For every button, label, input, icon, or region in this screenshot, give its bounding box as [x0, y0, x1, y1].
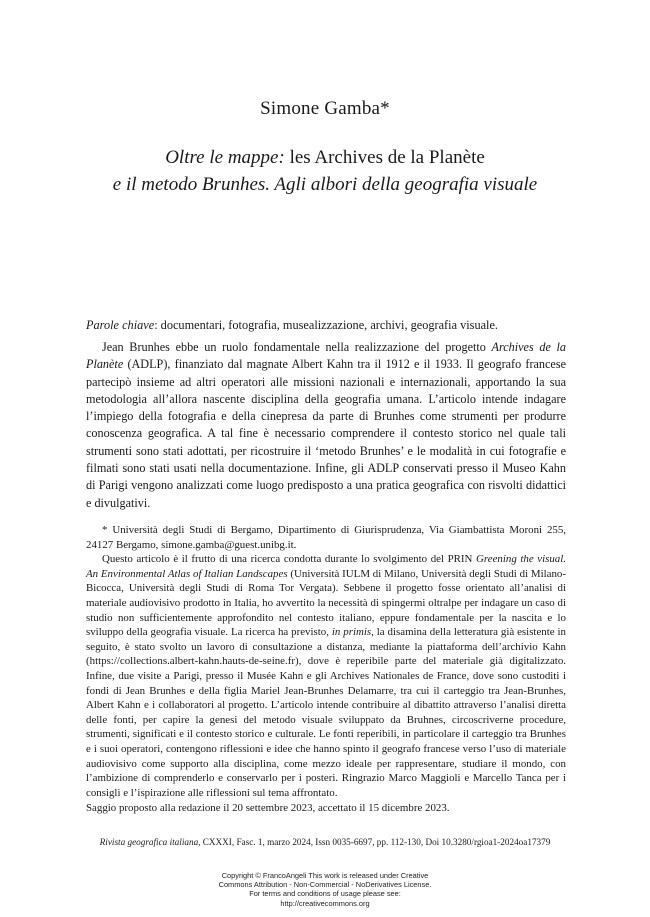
abstract-paragraph — [86, 339, 566, 512]
footnote-text-2: (Università IULM di Milano, Università degli Studi di Milano-Bicocca, Università degli Studi di Roma Tor Vergata). Sebbene il progetto fosse orientato all’analisi di materiale audiovisivo prodotto in Italia, ho avvertito la necessità di spingermi oltralpe per indagare un caso di studio non sufficientemente approfondito nel contesto italiano, eppure fondamentale per la nascita e lo sviluppo della geografia visuale. La ricerca ha previsto, — [86, 567, 566, 639]
footnote-text-3: , la disamina della letteratura già esistente in seguito, è stato svolto un lavoro di consultazione a distanza, mediante la piattaforma dell’archivio Kahn (https://collections.albert-kahn.hauts-de-seine.fr), dove è reperibile parte del materiale già digitalizzato. Infine, due visite a Parigi, presso il Musée Kahn e gli Archives Nationales de France, dove sono custoditi i fondi di Jean Brunhes e della figlia Mariel Jean-Brunhes Delamarre, tra cui il carteggio tra Jean-Brunhes, Albert Kahn e i collaboratori al progetto. L’articolo intende contribuire al dibattito attraverso l’analisi diretta delle fonti, per capire la genesi del metodo visuale sviluppato da Bruhnes, circoscriverne procedure, strumenti, significati e il contesto storico e culturale. Le fonti reperibili, in particolare il carteggio tra Brunhes e i suoi operatori, contengono riflessioni e idee che hanno spinto il geografo francese verso l’uso di materiale audiovisivo come supporto alla disciplina, come mezzo ideale per rappresentare, studiare il mondo, con l’ambizione di comprenderlo e conservarlo per i posteri. Ringrazio Marco Maggioli e Marcello Tanca per i consigli e l’ispirazione alle riflessioni sul tema affrontato. — [86, 626, 566, 799]
footnote-research-note — [86, 552, 566, 800]
author-name: Simone Gamba* — [260, 98, 390, 119]
abstract-italic-1: Archives de la Planète — [86, 340, 566, 372]
journal-citation — [60, 836, 590, 848]
footnote-affiliation: * Università degli Studi di Bergamo, Dipartimento di Giurisprudenza, Via Giambattista Moroni 255, 24127 Bergamo, simone.gamba@guest.unibg.it. — [86, 524, 566, 551]
copyright-line-1: Copyright © FrancoAngeli This work is released under Creative — [221, 871, 429, 880]
abstract-text-1: Jean Brunhes ebbe un ruolo fondamentale nella realizzazione del progetto — [102, 340, 492, 354]
keywords-label: Parole chiave — [86, 318, 155, 332]
copyright-line-3: For terms and conditions of usage please see: — [249, 889, 401, 899]
footnotes — [86, 523, 566, 800]
copyright-line-4: http://creativecommons.org — [280, 898, 370, 908]
title-italic-part: Oltre le mappe: — [165, 147, 285, 168]
copyright-line-2: Commons Attribution - Non-Commercial - NoDerivatives License. — [218, 880, 432, 890]
citation-details: , CXXXI, Fasc. 1, marzo 2024, Issn 0035-6697, pp. 112-130, Doi 10.3280/rgioa1-2024oa17379 — [198, 837, 551, 847]
article-title — [60, 144, 590, 198]
submission-dates: Saggio proposto alla redazione il 20 settembre 2023, accettato il 15 dicembre 2023. — [86, 802, 450, 814]
journal-name: Rivista geografica italiana — [99, 837, 199, 847]
title-subtitle: e il metodo Brunhes. Agli albori della geografia visuale — [112, 174, 538, 195]
footnote-italic-2: in primis — [331, 626, 372, 639]
keywords — [86, 317, 556, 334]
footnote-text-1: Questo articolo è il frutto di una ricerca condotta durante lo svolgimento del PRIN — [102, 553, 477, 566]
footnote-italic-1: Greening the visual. An Environmental Atlas of Italian Landscapes — [86, 553, 567, 580]
copyright-notice — [0, 871, 650, 908]
title-roman-part: les Archives de la Planète — [284, 147, 485, 168]
abstract-text-2: (ADLP), finanziato dal magnate Albert Kahn tra il 1912 e il 1933. Il geografo francese partecipò insieme ad altri operatori alle missioni nazionali e internazionali, apportando la sua metodologia all’allora nascente disciplina della geografia umana. L’articolo intende indagare l’impiego della fotografia e della cinepresa da parte di Brunhes come strumenti per produrre conoscenza geografica. A tal fine è necessario comprendere il contesto storico nel quale tali strumenti sono stati adottati, per ricostruire il ‘metodo Brunhes’ e le modalità in cui fotografie e filmati sono stati usati nella documentazione. Infine, gli ADLP conservati presso il Museo Kahn di Parigi vengono analizzati come luogo predisposto a una pratica geografica con risvolti didattici e divulgativi. — [86, 357, 566, 510]
keywords-text: : documentari, fotografia, musealizzazione, archivi, geografia visuale. — [154, 318, 499, 332]
